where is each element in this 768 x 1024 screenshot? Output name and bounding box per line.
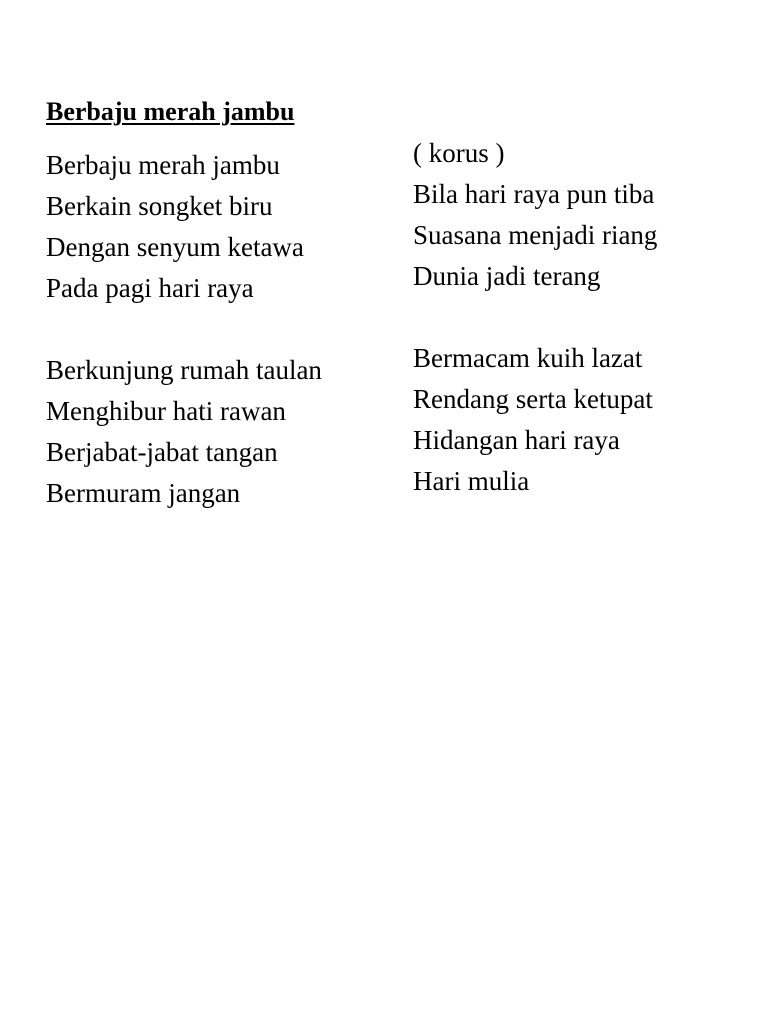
lyrics-left-column bbox=[46, 145, 322, 514]
lyric-line: Rendang serta ketupat bbox=[413, 384, 653, 414]
chorus-label: ( korus ) bbox=[413, 138, 505, 168]
lyric-line: Hidangan hari raya bbox=[413, 425, 620, 455]
chorus-stanza bbox=[413, 338, 657, 502]
lyric-line: Menghibur hati rawan bbox=[46, 396, 286, 426]
lyric-line: Dengan senyum ketawa bbox=[46, 232, 304, 262]
lyric-line: Bermacam kuih lazat bbox=[413, 343, 643, 373]
lyrics-right-column bbox=[413, 133, 657, 502]
lyric-line: Bermuram jangan bbox=[46, 478, 241, 508]
lyric-line: Bila hari raya pun tiba bbox=[413, 179, 655, 209]
chorus-stanza bbox=[413, 133, 657, 297]
verse-stanza bbox=[46, 350, 322, 514]
lyric-line: Berjabat-jabat tangan bbox=[46, 437, 278, 467]
lyric-line: Suasana menjadi riang bbox=[413, 220, 658, 250]
lyric-line: Hari mulia bbox=[413, 466, 530, 496]
lyric-line: Dunia jadi terang bbox=[413, 261, 601, 291]
lyric-line: Berbaju merah jambu bbox=[46, 150, 280, 180]
verse-stanza bbox=[46, 145, 322, 309]
lyric-line: Pada pagi hari raya bbox=[46, 273, 254, 303]
lyric-line: Berkain songket biru bbox=[46, 191, 273, 221]
song-title: Berbaju merah jambu bbox=[46, 97, 295, 126]
lyric-line: Berkunjung rumah taulan bbox=[46, 355, 322, 385]
